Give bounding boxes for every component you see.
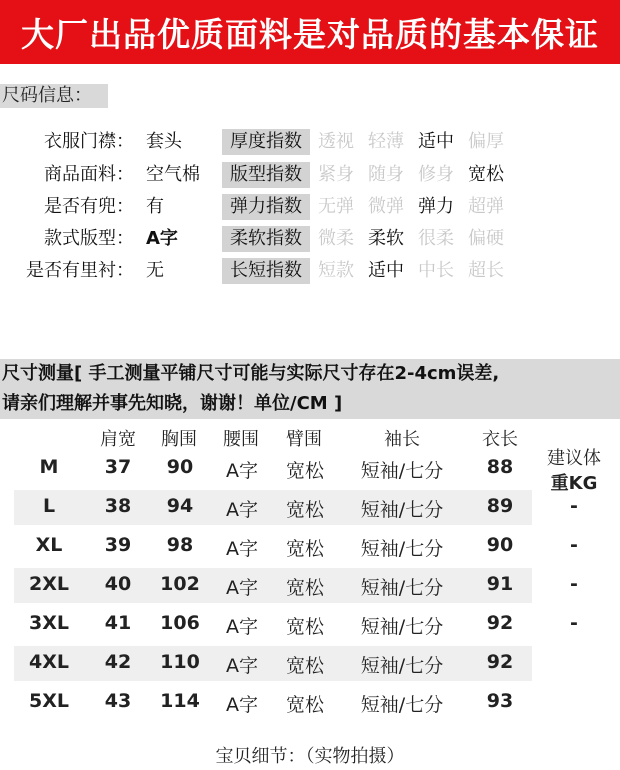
- arm-cell: 宽松: [285, 538, 324, 560]
- product-details-caption: 宝贝细节：（实物拍摄）: [215, 746, 405, 767]
- header-sleeve: 袖长: [384, 429, 420, 450]
- index-option-selected: 柔软: [368, 228, 404, 249]
- header-chest: 胸围: [161, 429, 197, 450]
- waist-cell: A字: [226, 499, 258, 521]
- arm-cell: 宽松: [285, 655, 324, 677]
- info-label: 商品面料：: [44, 164, 134, 185]
- waist-cell: A字: [226, 577, 258, 599]
- title-banner: [0, 0, 620, 64]
- index-option: 随身: [368, 164, 404, 185]
- size-info-row: [0, 160, 620, 190]
- index-option-selected: 适中: [368, 260, 404, 281]
- chest-cell: 102: [160, 573, 200, 595]
- chest-cell: 94: [166, 495, 194, 517]
- index-option: 偏厚: [468, 131, 504, 152]
- shoulder-cell: 43: [104, 690, 132, 712]
- header-weight-1: 建议体: [547, 448, 601, 469]
- sleeve-cell: 短袖/七分: [360, 499, 444, 521]
- size-cell: 5XL: [29, 690, 69, 712]
- shoulder-cell: 39: [104, 534, 132, 556]
- length-cell: 92: [486, 612, 514, 634]
- size-info-header: 尺码信息：: [0, 84, 108, 108]
- size-info-row: [0, 192, 620, 222]
- info-label: 衣服门襟：: [44, 131, 134, 152]
- length-cell: 90: [486, 534, 514, 556]
- shoulder-cell: 40: [104, 573, 132, 595]
- index-option: 轻薄: [368, 131, 404, 152]
- length-cell: 93: [486, 690, 514, 712]
- sleeve-cell: 短袖/七分: [360, 694, 444, 716]
- header-arm: 臂围: [286, 429, 322, 450]
- length-cell: 89: [486, 495, 514, 517]
- size-cell: 2XL: [29, 573, 69, 595]
- chest-cell: 114: [160, 690, 200, 712]
- size-info-row: [0, 256, 620, 286]
- shoulder-cell: 37: [104, 456, 132, 478]
- index-option: 偏硬: [468, 228, 504, 249]
- index-option: 微弹: [368, 196, 404, 217]
- index-option: 透视: [318, 131, 354, 152]
- index-category-label: 弹力指数: [222, 194, 310, 220]
- arm-cell: 宽松: [285, 577, 324, 599]
- measurement-note: [0, 359, 620, 419]
- size-cell: 4XL: [29, 651, 69, 673]
- shoulder-cell: 41: [104, 612, 132, 634]
- waist-cell: A字: [226, 460, 258, 482]
- weight-cell: -: [570, 573, 578, 595]
- sleeve-cell: 短袖/七分: [360, 460, 444, 482]
- size-cell: L: [42, 495, 56, 517]
- size-cell: XL: [35, 534, 63, 556]
- header-length: 衣长: [482, 429, 518, 450]
- index-category-label: 长短指数: [222, 258, 310, 284]
- info-value: 无: [146, 260, 164, 281]
- weight-cell: -: [570, 495, 578, 517]
- shoulder-cell: 42: [104, 651, 132, 673]
- index-option-selected: 适中: [418, 131, 454, 152]
- shoulder-cell: 38: [104, 495, 132, 517]
- header-weight-2: 重KG: [550, 473, 598, 494]
- sleeve-cell: 短袖/七分: [360, 577, 444, 599]
- arm-cell: 宽松: [285, 499, 324, 521]
- header-waist: 腰围: [223, 429, 259, 450]
- sleeve-cell: 短袖/七分: [360, 616, 444, 638]
- info-label: 是否有兜：: [44, 196, 134, 217]
- index-option: 中长: [418, 260, 454, 281]
- index-option: 超长: [468, 260, 504, 281]
- index-option-selected: 弹力: [418, 196, 454, 217]
- info-value: 空气棉: [146, 164, 200, 185]
- info-label: 是否有里衬：: [26, 260, 134, 281]
- chest-cell: 106: [160, 612, 200, 634]
- weight-cell: -: [570, 612, 578, 634]
- info-value: 套头: [146, 131, 182, 152]
- arm-cell: 宽松: [285, 460, 324, 482]
- index-category-label: 厚度指数: [222, 129, 310, 155]
- arm-cell: 宽松: [285, 616, 324, 638]
- index-option: 微柔: [318, 228, 354, 249]
- sleeve-cell: 短袖/七分: [360, 538, 444, 560]
- index-category-label: 版型指数: [222, 162, 310, 188]
- banner-title: 大厂出品优质面料是对品质的基本保证: [21, 14, 599, 54]
- waist-cell: A字: [226, 655, 258, 677]
- sleeve-cell: 短袖/七分: [360, 655, 444, 677]
- measurement-note-line1: 尺寸测量[ 手工测量平铺尺寸可能与实际尺寸存在2-4cm误差,: [2, 363, 500, 384]
- length-cell: 92: [486, 651, 514, 673]
- chest-cell: 110: [160, 651, 200, 673]
- index-option: 超弹: [468, 196, 504, 217]
- index-category-label: 柔软指数: [222, 226, 310, 252]
- waist-cell: A字: [226, 538, 258, 560]
- info-label: 款式版型：: [44, 228, 134, 249]
- chest-cell: 90: [166, 456, 194, 478]
- size-info-row: [0, 224, 620, 254]
- info-value: 有: [146, 196, 164, 217]
- length-cell: 88: [486, 456, 514, 478]
- index-option: 修身: [418, 164, 454, 185]
- arm-cell: 宽松: [285, 694, 324, 716]
- size-cell: M: [39, 456, 59, 478]
- measurement-note-line2: 请亲们理解并事先知晓，谢谢！单位/CM ]: [2, 393, 343, 414]
- index-option: 紧身: [318, 164, 354, 185]
- index-option: 无弹: [318, 196, 354, 217]
- weight-cell: -: [570, 534, 578, 556]
- header-shoulder: 肩宽: [100, 429, 136, 450]
- size-info-row: [0, 127, 620, 157]
- waist-cell: A字: [226, 694, 258, 716]
- index-option: 短款: [318, 260, 354, 281]
- info-value: A字: [146, 228, 178, 249]
- chest-cell: 98: [166, 534, 194, 556]
- index-option: 很柔: [418, 228, 454, 249]
- index-option-selected: 宽松: [468, 164, 504, 185]
- length-cell: 91: [486, 573, 514, 595]
- waist-cell: A字: [226, 616, 258, 638]
- size-cell: 3XL: [29, 612, 69, 634]
